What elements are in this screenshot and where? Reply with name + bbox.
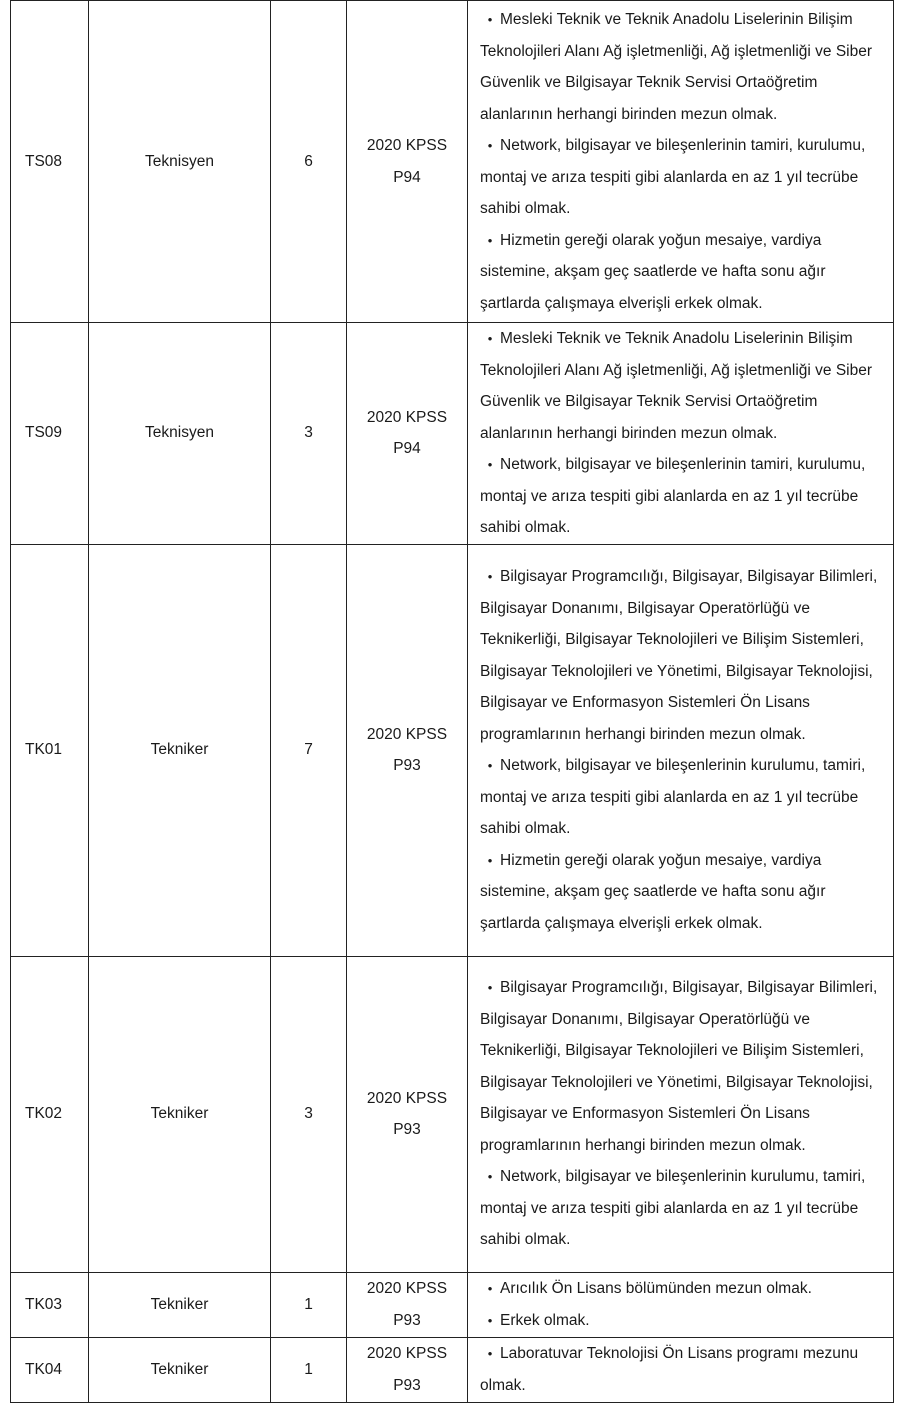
requirements-cell (468, 1, 894, 323)
score-type-line: 2020 KPSS (366, 137, 448, 154)
table-row (11, 323, 894, 545)
position-code: TK02 (11, 956, 89, 1272)
requirement-item (480, 130, 885, 225)
bullet-icon: • (487, 1346, 493, 1361)
position-count: 1 (271, 1337, 347, 1402)
bullet-icon: • (487, 457, 493, 472)
requirement-item (480, 323, 885, 449)
position-title: Tekniker (89, 956, 271, 1272)
position-title: Tekniker (89, 1272, 271, 1337)
requirement-item (480, 1273, 885, 1305)
score-type (347, 1, 468, 323)
position-count: 3 (271, 323, 347, 545)
requirement-item (480, 972, 885, 1161)
bullet-icon: • (487, 1312, 493, 1328)
requirement-item (480, 845, 885, 940)
requirements-cell (468, 323, 894, 545)
bullet-icon: • (487, 852, 493, 868)
position-count: 7 (271, 544, 347, 956)
requirement-text: Erkek olmak. (500, 1311, 590, 1329)
score-type-line: 2020 KPSS (366, 1280, 448, 1297)
requirement-text: Laboratuvar Teknolojisi Ön Lisans programı mezunu olmak. (480, 1345, 859, 1394)
table-row (11, 1, 894, 323)
requirements-cell (468, 544, 894, 956)
score-type-line: 2020 KPSS (366, 408, 448, 426)
bullet-icon: • (487, 569, 493, 584)
position-title: Teknisyen (89, 1, 271, 323)
score-type (347, 544, 468, 956)
position-code: TS09 (11, 323, 89, 545)
requirements-list (480, 1338, 885, 1401)
requirement-text: Bilgisayar Programcılığı, Bilgisayar, Bilgisayar Bilimleri, Bilgisayar Donanımı, Bilgisayar Operatörlüğü ve Teknikerliği, Bilgisayar Teknolojileri ve Bilişim Sistemleri, Bilgisayar Teknolojileri ve Yönetimi, Bilgisayar Teknolojisi, Bilgisayar ve Enformasyon Sistemleri Ön Lisans programlarının herhangi birinden mezun olmak. (480, 979, 878, 1154)
requirement-item (480, 561, 885, 750)
position-code: TK04 (11, 1337, 89, 1402)
requirement-text: Bilgisayar Programcılığı, Bilgisayar, Bilgisayar Bilimleri, Bilgisayar Donanımı, Bilgisayar Operatörlüğü ve Teknikerliği, Bilgisayar Teknolojileri ve Bilişim Sistemleri, Bilgisayar Teknolojileri ve Yönetimi, Bilgisayar Teknolojisi, Bilgisayar ve Enformasyon Sistemleri Ön Lisans programlarının herhangi birinden mezun olmak. (480, 568, 878, 743)
score-type-line: P93 (393, 1121, 421, 1138)
requirement-text: Arıcılık Ön Lisans bölümünden mezun olmak. (500, 1280, 812, 1297)
requirement-text: Mesleki Teknik ve Teknik Anadolu Liselerinin Bilişim Teknolojileri Alanı Ağ işletmenliği, Ağ işletmenliği ve Siber Güvenlik ve Bilgisayar Teknik Servisi Ortaöğretim alanlarının herhangi birinden mezun olmak. (480, 330, 873, 442)
requirement-text: Hizmetin gereği olarak yoğun mesaiye, vardiya sistemine, akşam geç saatlerde ve hafta sonu ağır şartlarda çalışmaya elverişli erkek olmak. (480, 231, 826, 312)
requirement-text: Network, bilgisayar ve bileşenlerinin kurulumu, tamiri, montaj ve arıza tespiti gibi alanlarda en az 1 yıl tecrübe sahibi olmak. (480, 757, 866, 837)
requirements-cell (468, 1337, 894, 1402)
position-count: 6 (271, 1, 347, 323)
requirement-text: Mesleki Teknik ve Teknik Anadolu Liselerinin Bilişim Teknolojileri Alanı Ağ işletmenliği, Ağ işletmenliği ve Siber Güvenlik ve Bilgisayar Teknik Servisi Ortaöğretim alanlarının herhangi birinden mezun olmak. (480, 11, 873, 123)
score-type-line: P93 (393, 1376, 421, 1394)
score-type (347, 956, 468, 1272)
requirement-text: Hizmetin gereği olarak yoğun mesaiye, vardiya sistemine, akşam geç saatlerde ve hafta sonu ağır şartlarda çalışmaya elverişli erkek olmak. (480, 851, 826, 932)
bullet-icon: • (487, 758, 493, 773)
position-title: Tekniker (89, 544, 271, 956)
table-row (11, 956, 894, 1272)
score-type-line: 2020 KPSS (366, 1345, 448, 1362)
requirements-list (480, 4, 885, 319)
table-row (11, 544, 894, 956)
score-type (347, 1337, 468, 1402)
score-type-line: P94 (393, 440, 421, 458)
requirement-text: Network, bilgisayar ve bileşenlerinin kurulumu, tamiri, montaj ve arıza tespiti gibi alanlarda en az 1 yıl tecrübe sahibi olmak. (480, 1168, 866, 1249)
positions-table (10, 0, 894, 1403)
bullet-icon: • (487, 980, 493, 996)
requirement-item (480, 1161, 885, 1256)
position-code: TS08 (11, 1, 89, 323)
bullet-icon: • (487, 1281, 493, 1296)
score-type-line: P93 (393, 757, 421, 774)
requirements-list (480, 323, 885, 544)
requirement-item (480, 225, 885, 320)
position-code: TK01 (11, 544, 89, 956)
requirements-cell (468, 1272, 894, 1337)
requirement-item (480, 750, 885, 845)
requirement-text: Network, bilgisayar ve bileşenlerinin tamiri, kurulumu, montaj ve arıza tespiti gibi alanlarda en az 1 yıl tecrübe sahibi olmak. (480, 137, 866, 217)
requirement-item (480, 1338, 885, 1401)
table-row (11, 1337, 894, 1402)
position-title: Teknisyen (89, 323, 271, 545)
requirement-item (480, 4, 885, 130)
table-body (11, 1, 894, 1403)
position-code: TK03 (11, 1272, 89, 1337)
requirement-item (480, 1305, 885, 1337)
bullet-icon: • (487, 1169, 493, 1185)
bullet-icon: • (487, 331, 493, 346)
position-count: 3 (271, 956, 347, 1272)
position-title: Tekniker (89, 1337, 271, 1402)
requirement-item (480, 449, 885, 544)
score-type-line: 2020 KPSS (366, 725, 448, 743)
score-type-line: 2020 KPSS (366, 1089, 448, 1107)
requirements-list (480, 561, 885, 939)
requirement-text: Network, bilgisayar ve bileşenlerinin tamiri, kurulumu, montaj ve arıza tespiti gibi alanlarda en az 1 yıl tecrübe sahibi olmak. (480, 456, 866, 536)
bullet-icon: • (487, 232, 493, 248)
score-type-line: P93 (393, 1311, 421, 1329)
requirements-list (480, 972, 885, 1256)
score-type (347, 1272, 468, 1337)
requirements-list (480, 1273, 885, 1336)
position-count: 1 (271, 1272, 347, 1337)
score-type (347, 323, 468, 545)
table-row (11, 1272, 894, 1337)
score-type-line: P94 (393, 168, 421, 186)
bullet-icon: • (487, 12, 493, 27)
bullet-icon: • (487, 138, 493, 153)
requirements-cell (468, 956, 894, 1272)
